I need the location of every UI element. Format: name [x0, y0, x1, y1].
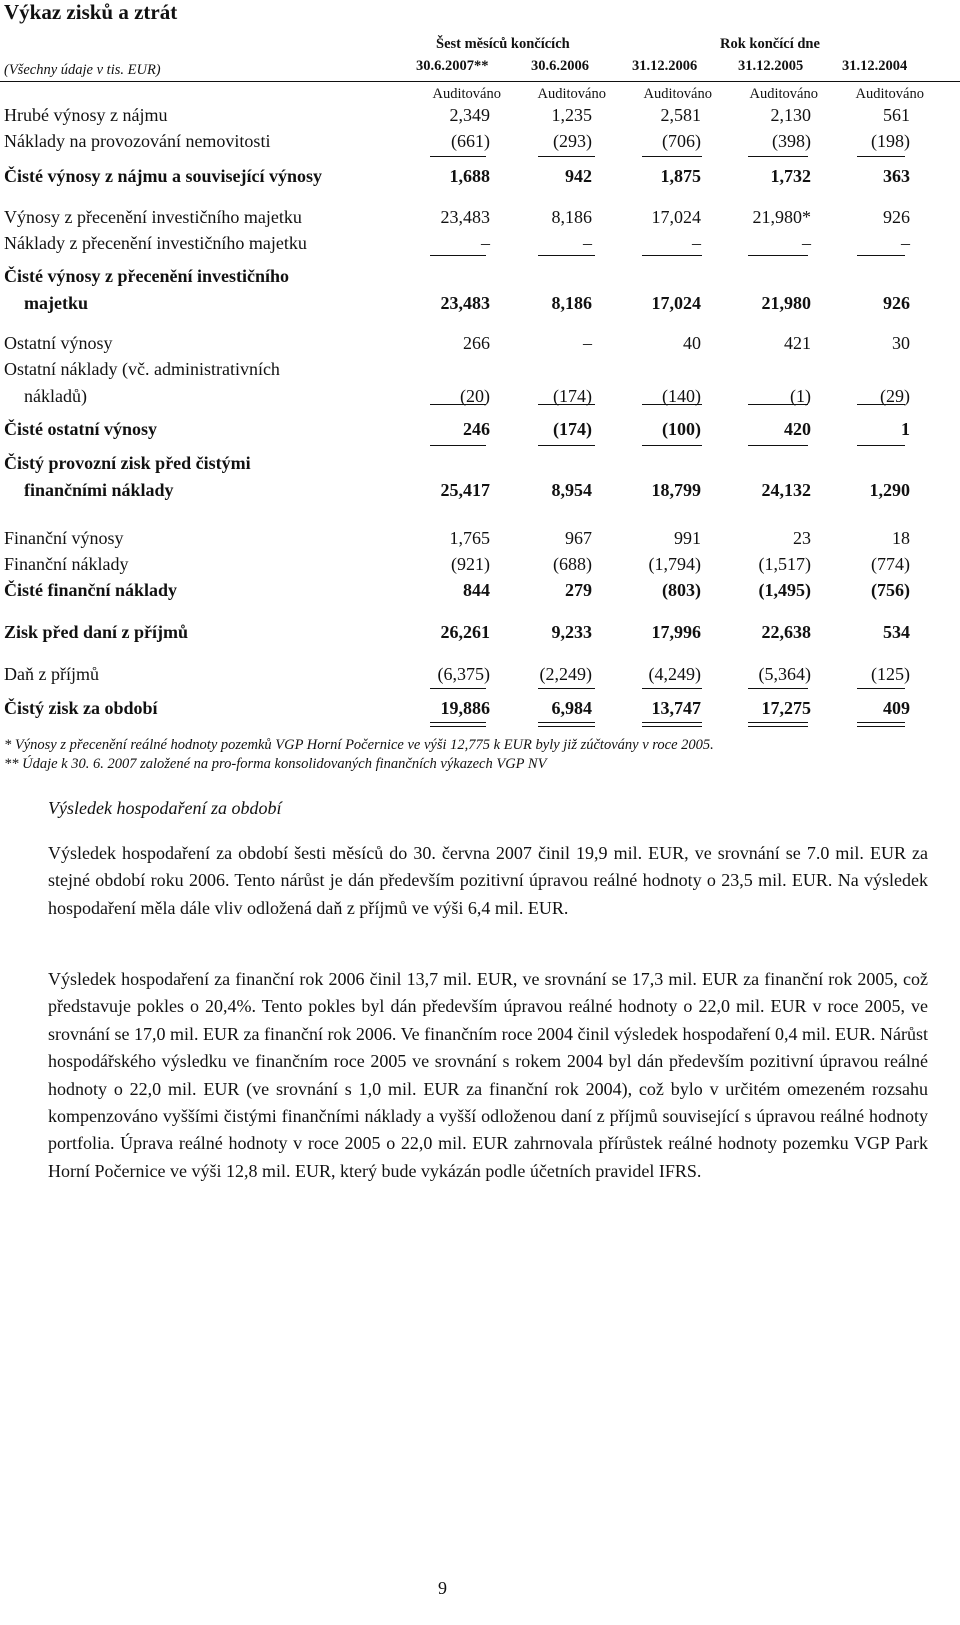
row-label: Čisté výnosy z přecenění investičního [4, 266, 289, 286]
row-value-col3: (1,794) [648, 554, 701, 574]
row-value-col1: (6,375) [437, 664, 490, 684]
row-value-col5: (125) [871, 664, 910, 684]
row-value-col1: 246 [463, 419, 490, 439]
row-value-col5: 1,290 [869, 480, 910, 500]
row-value-col1: – [481, 233, 490, 253]
row-value-col4: (1,517) [758, 554, 811, 574]
row-value-col2: – [583, 333, 592, 353]
row-label: Náklady na provozování nemovitosti [4, 131, 271, 151]
row-value-col4: 420 [784, 419, 811, 439]
row-value-col1: (921) [451, 554, 490, 574]
row-value-col3: 2,581 [660, 105, 701, 125]
subtotal-rule [748, 156, 808, 157]
row-value-col3: (100) [662, 419, 701, 439]
row-label-continuation: majetku [24, 293, 88, 313]
row-value-col5: (774) [871, 554, 910, 574]
row-value-col1: 1,765 [449, 528, 490, 548]
header-date-1: 30.6.2007** [416, 58, 489, 74]
subtotal-rule [538, 688, 595, 689]
row-value-col4: 21,980* [752, 207, 811, 227]
row-label: Čisté výnosy z nájmu a související výnosy [4, 166, 323, 186]
row-value-col5: 1 [901, 419, 910, 439]
row-value-col1: 2,349 [449, 105, 490, 125]
page-number: 9 [438, 1578, 447, 1598]
subtotal-rule [857, 156, 905, 157]
audit-label-3: Auditováno [643, 86, 712, 102]
row-value-col2: 1,235 [551, 105, 592, 125]
subtotal-rule [857, 255, 905, 256]
row-value-col2: 279 [565, 580, 592, 600]
subtotal-rule [748, 688, 808, 689]
row-value-col5: (29) [880, 386, 910, 406]
row-value-col4: 2,130 [770, 105, 811, 125]
row-value-col1: 23,483 [440, 293, 490, 313]
row-value-col5: 561 [883, 105, 910, 125]
row-value-col2: (2,249) [539, 664, 592, 684]
total-double-rule [538, 722, 595, 727]
row-value-col4: 421 [784, 333, 811, 353]
row-label: Hrubé výnosy z nájmu [4, 105, 168, 125]
subtotal-rule [857, 404, 905, 405]
row-value-col2: 942 [565, 166, 592, 186]
row-value-col2: 8,954 [551, 480, 592, 500]
row-value-col3: 40 [683, 333, 701, 353]
header-group-year: Rok končící dne [720, 36, 820, 52]
row-value-col5: 409 [883, 698, 910, 718]
row-value-col4: (1,495) [758, 580, 811, 600]
row-value-col2: 6,984 [551, 698, 592, 718]
row-label: Čistý provozní zisk před čistými [4, 453, 251, 473]
row-label: Finanční výnosy [4, 528, 124, 548]
footnote-2: ** Údaje k 30. 6. 2007 založené na pro-forma konsolidovaných finančních výkazech VGP NV [4, 756, 547, 772]
section-title: Výsledek hospodaření za období [48, 798, 282, 818]
subtotal-rule [642, 156, 702, 157]
row-value-col1: (20) [460, 386, 490, 406]
paragraph-2: Výsledek hospodaření za finanční rok 2006 činil 13,7 mil. EUR, ve srovnání se 17,3 mil. EUR za finanční rok 2005, což představuje pokles o 20,4%. Tento pokles byl dán především úpravou reálné hodnoty o 22,0 mil. EUR v roce 2005, ve srovnání se 17,0 mil. EUR za finanční rok 2006. Ve finančním roce 2004 činil výsledek hospodaření 0,4 mil. EUR. Nárůst hospodářského výsledku ve finančním roce 2005 ve srovnání s rokem 2004 byl dán především pozitivní úpravou reálné hodnoty o 22,0 mil. EUR (ve srovnání s 1,0 mil. EUR za finanční rok 2004), což bylo v určitém omezeném rozsahu kompenzováno vyššími čistými finančními náklady a vyšší odloženou daní z příjmů související s úpravou reálné hodnoty portfolia. Úprava reálné hodnoty v roce 2005 o 22,0 mil. EUR zahrnovala přírůstek reálné hodnoty pozemku VGP Park Horní Počernice ve výši 12,8 mil. EUR, který bude vykázán podle účetních pravidel IFRS. [48, 969, 928, 1181]
row-value-col4: (1) [790, 386, 811, 406]
paragraph-1: Výsledek hospodaření za období šesti měsíců do 30. června 2007 činil 19,9 mil. EUR, ve srovnání se 7.0 mil. EUR za stejné období roku 2006. Tento nárůst je dán především pozitivní úpravou reálné hodnoty o 23,5 mil. EUR. Na výsledek hospodaření měla dále vliv odložená daň z příjmů ve výši 6,4 mil. EUR. [48, 843, 928, 918]
subtotal-rule [430, 688, 486, 689]
subtotal-rule [538, 156, 595, 157]
row-value-col5: 926 [883, 207, 910, 227]
row-value-col2: 967 [565, 528, 592, 548]
row-value-col2: 8,186 [551, 207, 592, 227]
row-value-col1: 23,483 [440, 207, 490, 227]
page-title: Výkaz zisků a ztrát [4, 0, 178, 24]
row-label: Zisk před daní z příjmů [4, 622, 189, 642]
row-label: Ostatní výnosy [4, 333, 113, 353]
row-value-col3: 17,024 [651, 293, 701, 313]
audit-label-2: Auditováno [537, 86, 606, 102]
row-value-col3: 18,799 [651, 480, 701, 500]
row-value-col4: 21,980 [761, 293, 811, 313]
units-note: (Všechny údaje v tis. EUR) [4, 62, 161, 78]
total-double-rule [430, 722, 486, 727]
subtotal-rule [430, 255, 486, 256]
row-value-col4: (398) [772, 131, 811, 151]
audit-label-1: Auditováno [432, 86, 501, 102]
row-value-col1: 19,886 [440, 698, 490, 718]
row-value-col1: 266 [463, 333, 490, 353]
row-value-col3: (140) [662, 386, 701, 406]
header-group-six-months: Šest měsíců končících [436, 36, 570, 52]
subtotal-rule [748, 404, 808, 405]
row-value-col3: – [692, 233, 701, 253]
row-value-col3: 991 [674, 528, 701, 548]
subtotal-rule [857, 688, 905, 689]
row-value-col5: 18 [892, 528, 910, 548]
row-value-col1: 1,688 [449, 166, 490, 186]
subtotal-rule [642, 445, 702, 446]
subtotal-rule [538, 445, 595, 446]
row-value-col4: 23 [793, 528, 811, 548]
row-label-continuation: finančními náklady [24, 480, 174, 500]
header-rule [0, 81, 960, 82]
row-label: Čistý zisk za období [4, 698, 158, 718]
row-label: Náklady z přecenění investičního majetku [4, 233, 307, 253]
row-value-col3: 1,875 [660, 166, 701, 186]
row-label: Ostatní náklady (vč. administrativních [4, 359, 280, 379]
subtotal-rule [430, 404, 486, 405]
row-value-col1: 26,261 [440, 622, 490, 642]
row-value-col5: 363 [883, 166, 910, 186]
audit-label-5: Auditováno [855, 86, 924, 102]
row-value-col3: (4,249) [648, 664, 701, 684]
header-date-4: 31.12.2005 [738, 58, 804, 74]
row-value-col5: 926 [883, 293, 910, 313]
row-value-col4: 17,275 [761, 698, 811, 718]
row-label: Čisté ostatní výnosy [4, 419, 158, 439]
subtotal-rule [642, 255, 702, 256]
row-value-col2: 8,186 [551, 293, 592, 313]
row-label: Čisté finanční náklady [4, 580, 178, 600]
row-value-col1: 25,417 [440, 480, 490, 500]
row-value-col4: (5,364) [758, 664, 811, 684]
row-value-col3: 17,996 [651, 622, 701, 642]
row-value-col2: (174) [553, 419, 592, 439]
row-value-col5: (756) [871, 580, 910, 600]
row-value-col3: (706) [662, 131, 701, 151]
subtotal-rule [430, 445, 486, 446]
row-value-col5: (198) [871, 131, 910, 151]
row-value-col2: (174) [553, 386, 592, 406]
header-date-3: 31.12.2006 [632, 58, 698, 74]
row-value-col4: 1,732 [770, 166, 811, 186]
footnote-1: * Výnosy z přecenění reálné hodnoty pozemků VGP Horní Počernice ve výši 12,775 k EUR byly již zúčtovány v roce 2005. [4, 737, 714, 753]
row-label: Výnosy z přecenění investičního majetku [4, 207, 302, 227]
row-value-col3: (803) [662, 580, 701, 600]
subtotal-rule [538, 404, 595, 405]
audit-label-4: Auditováno [749, 86, 818, 102]
subtotal-rule [857, 445, 905, 446]
header-date-5: 31.12.2004 [842, 58, 908, 74]
row-value-col4: 22,638 [761, 622, 811, 642]
row-value-col4: 24,132 [761, 480, 811, 500]
row-value-col2: (688) [553, 554, 592, 574]
row-label: Finanční náklady [4, 554, 129, 574]
row-value-col2: – [583, 233, 592, 253]
total-double-rule [857, 722, 905, 727]
subtotal-rule [538, 255, 595, 256]
subtotal-rule [642, 688, 702, 689]
row-value-col3: 17,024 [651, 207, 701, 227]
subtotal-rule [430, 156, 486, 157]
row-value-col1: (661) [451, 131, 490, 151]
header-date-2: 30.6.2006 [531, 58, 589, 74]
subtotal-rule [642, 404, 702, 405]
row-value-col4: – [802, 233, 811, 253]
row-value-col3: 13,747 [651, 698, 701, 718]
row-label-continuation: nákladů) [24, 386, 87, 406]
row-value-col1: 844 [463, 580, 490, 600]
row-value-col2: 9,233 [551, 622, 592, 642]
row-value-col2: (293) [553, 131, 592, 151]
subtotal-rule [748, 445, 808, 446]
row-value-col5: 30 [892, 333, 910, 353]
subtotal-rule [748, 255, 808, 256]
row-value-col5: 534 [883, 622, 910, 642]
row-label: Daň z příjmů [4, 664, 99, 684]
total-double-rule [748, 722, 808, 727]
total-double-rule [642, 722, 702, 727]
row-value-col5: – [901, 233, 910, 253]
